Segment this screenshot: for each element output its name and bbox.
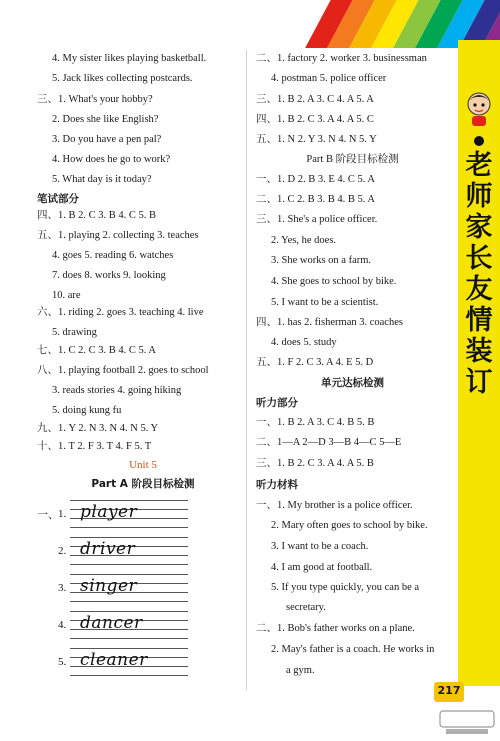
grid-line xyxy=(70,601,188,602)
section-heading: 听力材料 xyxy=(256,479,298,491)
answer-line: 4. goes 5. reading 6. watches xyxy=(52,250,174,261)
answer-line: 5. drawing xyxy=(52,327,97,338)
answer-line: 四、1. B 2. C 3. B 4. C 5. B xyxy=(37,210,157,221)
answer-line: 2. Mary often goes to school by bike. xyxy=(271,520,428,531)
answer-line: secretary. xyxy=(286,602,326,613)
handwritten-word: player xyxy=(80,502,138,522)
handwritten-word: driver xyxy=(80,539,136,559)
handwritten-word: dancer xyxy=(80,613,143,633)
answer-line: 5. If you type quickly, you can be a xyxy=(271,582,420,593)
answer-line: 3. Do you have a pen pal? xyxy=(52,134,162,145)
answer-line: 4. How does he go to work? xyxy=(52,154,171,165)
handwriting-row xyxy=(40,537,240,569)
grid-line xyxy=(70,500,188,501)
page-number: 217 xyxy=(437,684,461,697)
answer-line: 7. does 8. works 9. looking xyxy=(52,270,166,281)
answer-line: 4. does 5. study xyxy=(271,337,337,348)
part-a-title: Part A 阶段目标检测 xyxy=(91,478,195,490)
grid-line xyxy=(70,675,188,676)
answer-line: 三、1. B 2. C 3. A 4. A 5. B xyxy=(256,458,374,469)
answer-line: 4. She goes to school by bike. xyxy=(271,276,397,287)
answer-line: 三、1. She's a police officer. xyxy=(256,214,378,225)
writing-prefix: 一、 xyxy=(37,509,59,521)
answer-line: 3. I want to be a coach. xyxy=(271,541,369,552)
answer-line: 2. Yes, he does. xyxy=(271,235,337,246)
grid-line xyxy=(70,537,188,538)
grid-line xyxy=(70,638,188,639)
answer-line: 5. Jack likes collecting postcards. xyxy=(52,73,193,84)
section-heading: 听力部分 xyxy=(256,397,298,409)
answer-line: 二、1—A 2—D 3—B 4—C 5—E xyxy=(256,437,402,448)
writing-number: 5. xyxy=(58,656,67,668)
answer-line: 六、1. riding 2. goes 3. teaching 4. live xyxy=(37,307,204,318)
answer-line: 2. May's father is a coach. He works in xyxy=(271,644,435,655)
answer-line: 十、1. T 2. F 3. T 4. F 5. T xyxy=(37,441,152,452)
answer-line: 四、1. B 2. C 3. A 4. A 5. C xyxy=(256,114,374,125)
section-heading: 单元达标检测 xyxy=(321,377,384,389)
writing-number: 1. xyxy=(58,508,67,520)
unit-title: Unit 5 xyxy=(129,459,157,471)
writing-number: 3. xyxy=(58,582,67,594)
grid-line xyxy=(70,527,188,528)
answer-line: 五、1. F 2. C 3. A 4. E 5. D xyxy=(256,357,374,368)
answer-line: 二、1. Bob's father works on a plane. xyxy=(256,623,415,634)
answer-line: 3. She works on a farm. xyxy=(271,255,372,266)
handwriting-row xyxy=(40,648,240,680)
answer-line: 5. doing kung fu xyxy=(52,405,122,416)
handwriting-row xyxy=(40,574,240,606)
answer-line: 二、1. C 2. B 3. B 4. B 5. A xyxy=(256,194,376,205)
watermark-logo xyxy=(436,708,498,738)
column-divider xyxy=(246,50,247,690)
handwriting-row xyxy=(40,500,240,532)
answer-line: 二、1. factory 2. worker 3. businessman xyxy=(256,53,427,64)
handwritten-word: singer xyxy=(80,576,138,596)
sidebar-binding-label: 老师家长友情装订 xyxy=(465,150,493,398)
answer-line: 2. Does she like English? xyxy=(52,114,159,125)
answer-line: 5. What day is it today? xyxy=(52,174,152,185)
grid-line xyxy=(70,574,188,575)
answer-line: 10. are xyxy=(52,290,81,301)
answer-line: 三、1. What's your hobby? xyxy=(37,94,153,105)
answer-line: 4. I am good at football. xyxy=(271,562,373,573)
answer-line: 4. My sister likes playing basketball. xyxy=(52,53,207,64)
grid-line xyxy=(70,611,188,612)
answer-line: 七、1. C 2. C 3. B 4. C 5. A xyxy=(37,345,157,356)
answer-line: 一、1. D 2. B 3. E 4. C 5. A xyxy=(256,174,376,185)
answer-line: 3. reads stories 4. going hiking xyxy=(52,385,182,396)
boy-avatar-icon xyxy=(461,88,497,128)
answer-line: 五、1. N 2. Y 3. N 4. N 5. Y xyxy=(256,134,377,145)
writing-number: 2. xyxy=(58,545,67,557)
answer-line: 一、1. My brother is a police officer. xyxy=(256,500,413,511)
answer-line: Part B 阶段目标检测 xyxy=(306,154,399,165)
writing-number: 4. xyxy=(58,619,67,631)
grid-line xyxy=(70,564,188,565)
answer-line: a gym. xyxy=(286,665,315,676)
grid-line xyxy=(70,648,188,649)
answer-line: 八、1. playing football 2. goes to school xyxy=(37,365,209,376)
answer-line: 三、1. B 2. A 3. C 4. A 5. A xyxy=(256,94,374,105)
answer-line: 一、1. B 2. A 3. C 4. B 5. B xyxy=(256,417,375,428)
answer-line: 四、1. has 2. fisherman 3. coaches xyxy=(256,317,403,328)
bullet-dot xyxy=(474,136,484,146)
answer-line: 九、1. Y 2. N 3. N 4. N 5. Y xyxy=(37,423,159,434)
answer-line: 五、1. playing 2. collecting 3. teaches xyxy=(37,230,199,241)
answer-line: 4. postman 5. police officer xyxy=(271,73,387,84)
section-heading: 笔试部分 xyxy=(37,193,79,205)
answer-line: 5. I want to be a scientist. xyxy=(271,297,379,308)
handwritten-word: cleaner xyxy=(80,650,148,670)
handwriting-row xyxy=(40,611,240,643)
